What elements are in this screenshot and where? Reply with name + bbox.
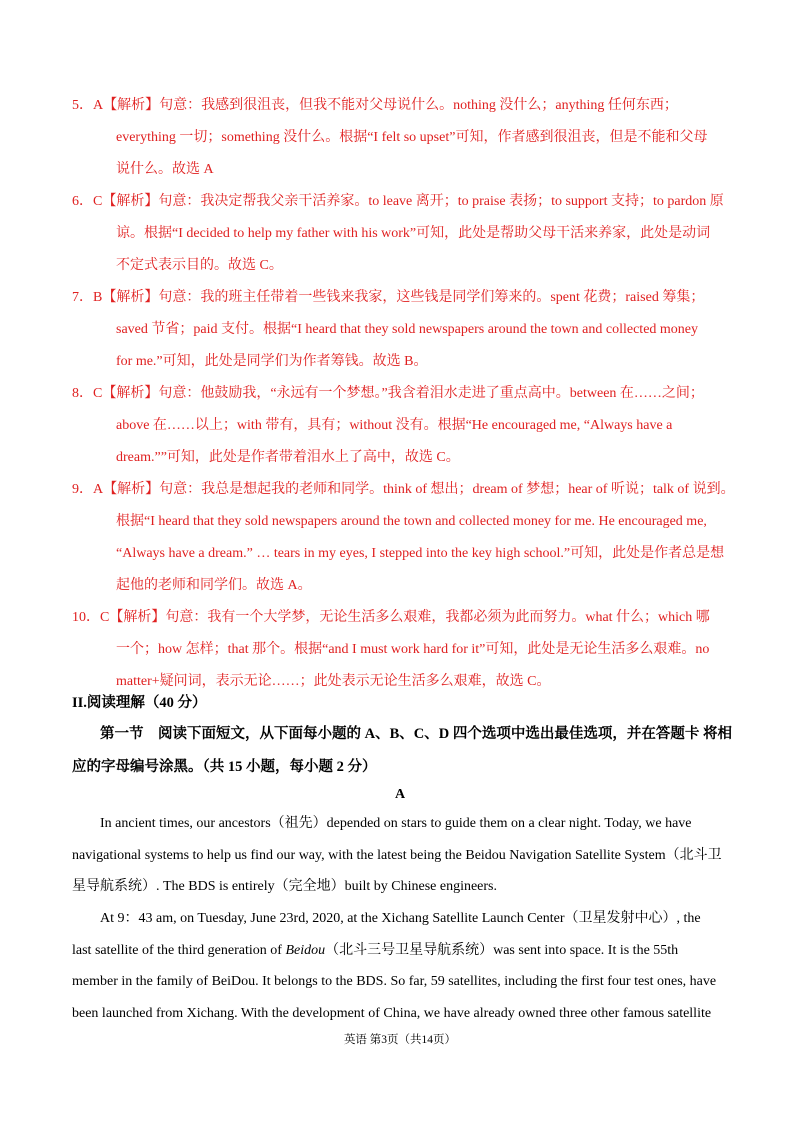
answer-line: saved 节省；paid 支付。根据“I heard that they sold newspapers around the town and collected money — [116, 322, 699, 337]
paragraph-line: member in the family of BeiDou. It belongs to the BDS. So far, 59 satellites, including the first four test ones, have — [72, 974, 717, 989]
instruction-line: 第一节 阅读下面短文，从下面每小题的 A、B、C、D 四个选项中选出最佳选项，并在答题卡 将相 — [100, 726, 732, 742]
answer-line: 根据“I heard that they sold newspapers around the town and collected money for me. He encouraged me, — [116, 514, 707, 529]
answer-line: for me.”可知，此处是同学们为作者筹钱。故选 B。 — [116, 354, 428, 369]
answer-line: 9．A【解析】句意：我总是想起我的老师和同学。think of 想出；dream of 梦想；hear of 听说；talk of 说到。 — [72, 482, 735, 497]
answer-line: matter+疑问词，表示无论……；此处表示无论生活多么艰难，故选 C。 — [116, 674, 551, 689]
paragraph-line: been launched from Xichang. With the development of China, we have already owned three other famous satellite — [72, 1005, 712, 1021]
answer-line: 6．C【解析】句意：我决定帮我父亲干活养家。to leave 离开；to praise 表扬；to support 支持；to pardon 原 — [72, 194, 724, 209]
text-run: （北斗三号卫星导航系统）was sent into space. It is the 55th — [325, 942, 679, 958]
answer-line: 不定式表示目的。故选 C。 — [116, 258, 283, 273]
answer-line: 5．A【解析】句意：我感到很沮丧，但我不能对父母说什么。nothing 没什么；anything 任何东西； — [72, 98, 678, 113]
answer-line: 一个；how 怎样；that 那个。根据“and I must work hard for it”可知，此处是无论生活多么艰难。no — [116, 642, 710, 657]
answer-line: everything 一切；something 没什么。根据“I felt so upset”可知，作者感到很沮丧，但是不能和父母 — [116, 130, 708, 145]
answer-line: “Always have a dream.” … tears in my eyes, I stepped into the key high school.”可知，此处是作者总是想 — [116, 546, 725, 561]
answer-item-7 — [72, 282, 742, 378]
answer-line: 8．C【解析】句意：他鼓励我，“永远有一个梦想。”我含着泪水走进了重点高中。between 在……之间； — [72, 386, 704, 401]
paragraph-line: 星导航系统）. The BDS is entirely（完全地）built by Chinese engineers. — [72, 879, 498, 894]
paragraph-line — [72, 935, 738, 967]
section-heading: II.阅读理解（40 分） — [72, 695, 207, 711]
paragraph-line: navigational systems to help us find our way, with the latest being the Beidou Navigation Satellite System（北斗卫 — [72, 847, 722, 863]
answer-item-10 — [72, 602, 742, 698]
page-footer: 英语 第3页（共14页） — [343, 1034, 457, 1046]
text-run: last satellite of the third generation of — [72, 942, 286, 958]
passage-paragraph-1 — [72, 808, 738, 903]
answer-line: 起他的老师和同学们。故选 A。 — [116, 578, 312, 593]
paragraph-line: At 9：43 am, on Tuesday, June 23rd, 2020, at the Xichang Satellite Launch Center（卫星发射中心）, the — [100, 911, 701, 926]
answer-line: 7．B【解析】句意：我的班主任带着一些钱来我家，这些钱是同学们筹来的。spent 花费；raised 筹集； — [72, 290, 705, 305]
answer-explanations — [72, 90, 742, 698]
paragraph-line: In ancient times, our ancestors（祖先）depended on stars to guide them on a clear night. Today, we have — [100, 816, 692, 831]
passage-paragraph-2 — [72, 903, 738, 1029]
instruction-line: 应的字母编号涂黑。（共 15 小题，每小题 2 分） — [72, 759, 377, 775]
answer-item-9 — [72, 474, 742, 602]
answer-line: 10．C【解析】句意：我有一个大学梦，无论生活多么艰难，我都必须为此而努力。what 什么；which 哪 — [72, 610, 710, 625]
answer-line: 说什么。故选 A — [116, 162, 214, 177]
answer-item-6 — [72, 186, 742, 282]
answer-line: dream.””可知，此处是作者带着泪水上了高中，故选 C。 — [116, 450, 460, 465]
passage-title: A — [394, 787, 406, 802]
section-instructions — [72, 718, 732, 784]
answer-line: 谅。根据“I decided to help my father with his work”可知，此处是帮助父母干活来养家，此处是动词 — [116, 226, 711, 241]
italic-term: Beidou — [285, 942, 326, 958]
answer-line: above 在……以上；with 带有，具有；without 没有。根据“He encouraged me, “Always have a — [116, 418, 673, 433]
answer-item-5 — [72, 90, 742, 186]
answer-item-8 — [72, 378, 742, 474]
